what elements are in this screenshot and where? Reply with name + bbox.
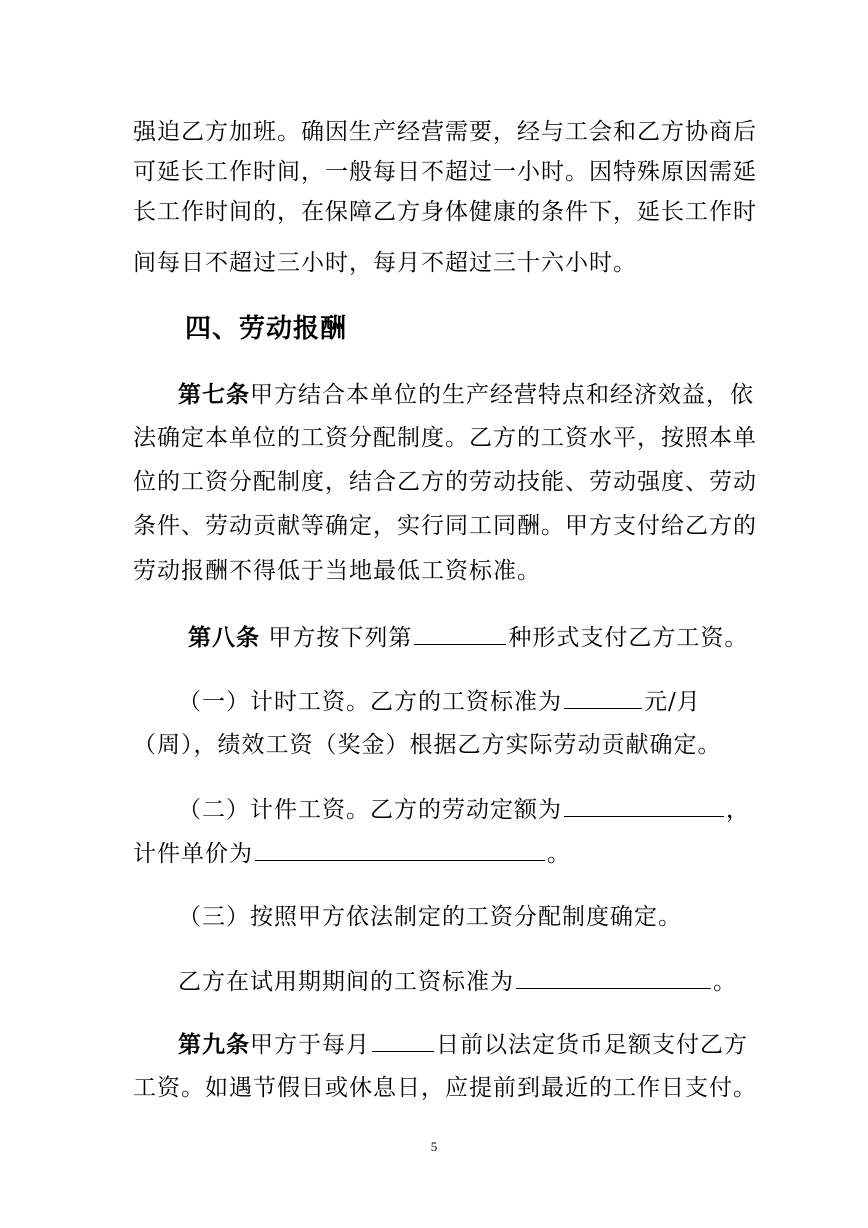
article-9-label: 第九条 <box>178 1031 250 1058</box>
overtime-paragraph-line-1: 强迫乙方加班。确因生产经营需要，经与工会和乙方协商后 <box>133 119 757 145</box>
article-7-line-3: 位的工资分配制度，结合乙方的劳动技能、劳动强度、劳动 <box>133 469 757 495</box>
probation-text-before: 乙方在试用期期间的工资标准为 <box>178 969 514 995</box>
article-8-line <box>188 622 798 653</box>
article-7-text: 甲方结合本单位的生产经营特点和经济效益，依 <box>250 382 754 408</box>
section-heading-compensation: 四、劳动报酬 <box>185 314 348 344</box>
labor-quota-blank[interactable] <box>564 794 724 817</box>
article-9-text-after: 日前以法定货币足额支付乙方 <box>436 1032 748 1058</box>
article-9-line-2: 工资。如遇节假日或休息日，应提前到最近的工作日支付。 <box>133 1075 757 1101</box>
article-7-line-5: 劳动报酬不得低于当地最低工资标准。 <box>133 558 541 584</box>
article-7-line-4: 条件、劳动贡献等确定，实行同工同酬。甲方支付给乙方的 <box>133 513 757 539</box>
article-8-text-before: 甲方按下列第 <box>268 625 413 651</box>
option-2-line-2-after: 。 <box>547 841 571 867</box>
article-9-line-1 <box>178 1029 788 1060</box>
article-7-line-1 <box>178 380 788 410</box>
pay-day-blank[interactable] <box>372 1029 434 1052</box>
probation-text-after: 。 <box>713 969 737 995</box>
option-1-text-before: （一）计时工资。乙方的工资标准为 <box>178 689 562 715</box>
article-7-line-2: 法确定本单位的工资分配制度。乙方的工资水平，按照本单 <box>133 425 757 451</box>
option-2-line-1 <box>178 794 788 825</box>
option-2-text-before: （二）计件工资。乙方的劳动定额为 <box>178 797 562 823</box>
article-8-text-after: 种形式支付乙方工资。 <box>508 625 749 651</box>
overtime-paragraph-line-2: 可延长工作时间，一般每日不超过一小时。因特殊原因需延 <box>133 159 757 185</box>
probation-line <box>178 966 788 997</box>
article-9-text-before: 甲方于每月 <box>250 1032 370 1058</box>
option-1-text-after: 元/月 <box>644 689 701 715</box>
overtime-paragraph-line-4: 间每日不超过三小时，每月不超过三十六小时。 <box>133 250 637 276</box>
piece-rate-blank[interactable] <box>255 838 545 861</box>
page-number: 5 <box>430 1139 438 1154</box>
option-2-text-after: ， <box>726 797 750 823</box>
article-8-label: 第八条 <box>188 624 260 651</box>
payment-form-blank[interactable] <box>414 622 506 645</box>
option-2-line-2 <box>133 838 743 869</box>
probation-wage-blank[interactable] <box>516 966 711 989</box>
option-1-line-2: （周），绩效工资（奖金）根据乙方实际劳动贡献确定。 <box>133 732 722 758</box>
article-7-label: 第七条 <box>178 381 250 408</box>
overtime-paragraph-line-3: 长工作时间的，在保障乙方身体健康的条件下，延长工作时 <box>133 199 757 225</box>
hourly-wage-blank[interactable] <box>564 686 642 709</box>
option-1-line-1 <box>178 686 788 717</box>
option-2-line-2-before: 计件单价为 <box>133 841 253 867</box>
option-3-line: （三）按照甲方依法制定的工资分配制度确定。 <box>178 904 682 930</box>
